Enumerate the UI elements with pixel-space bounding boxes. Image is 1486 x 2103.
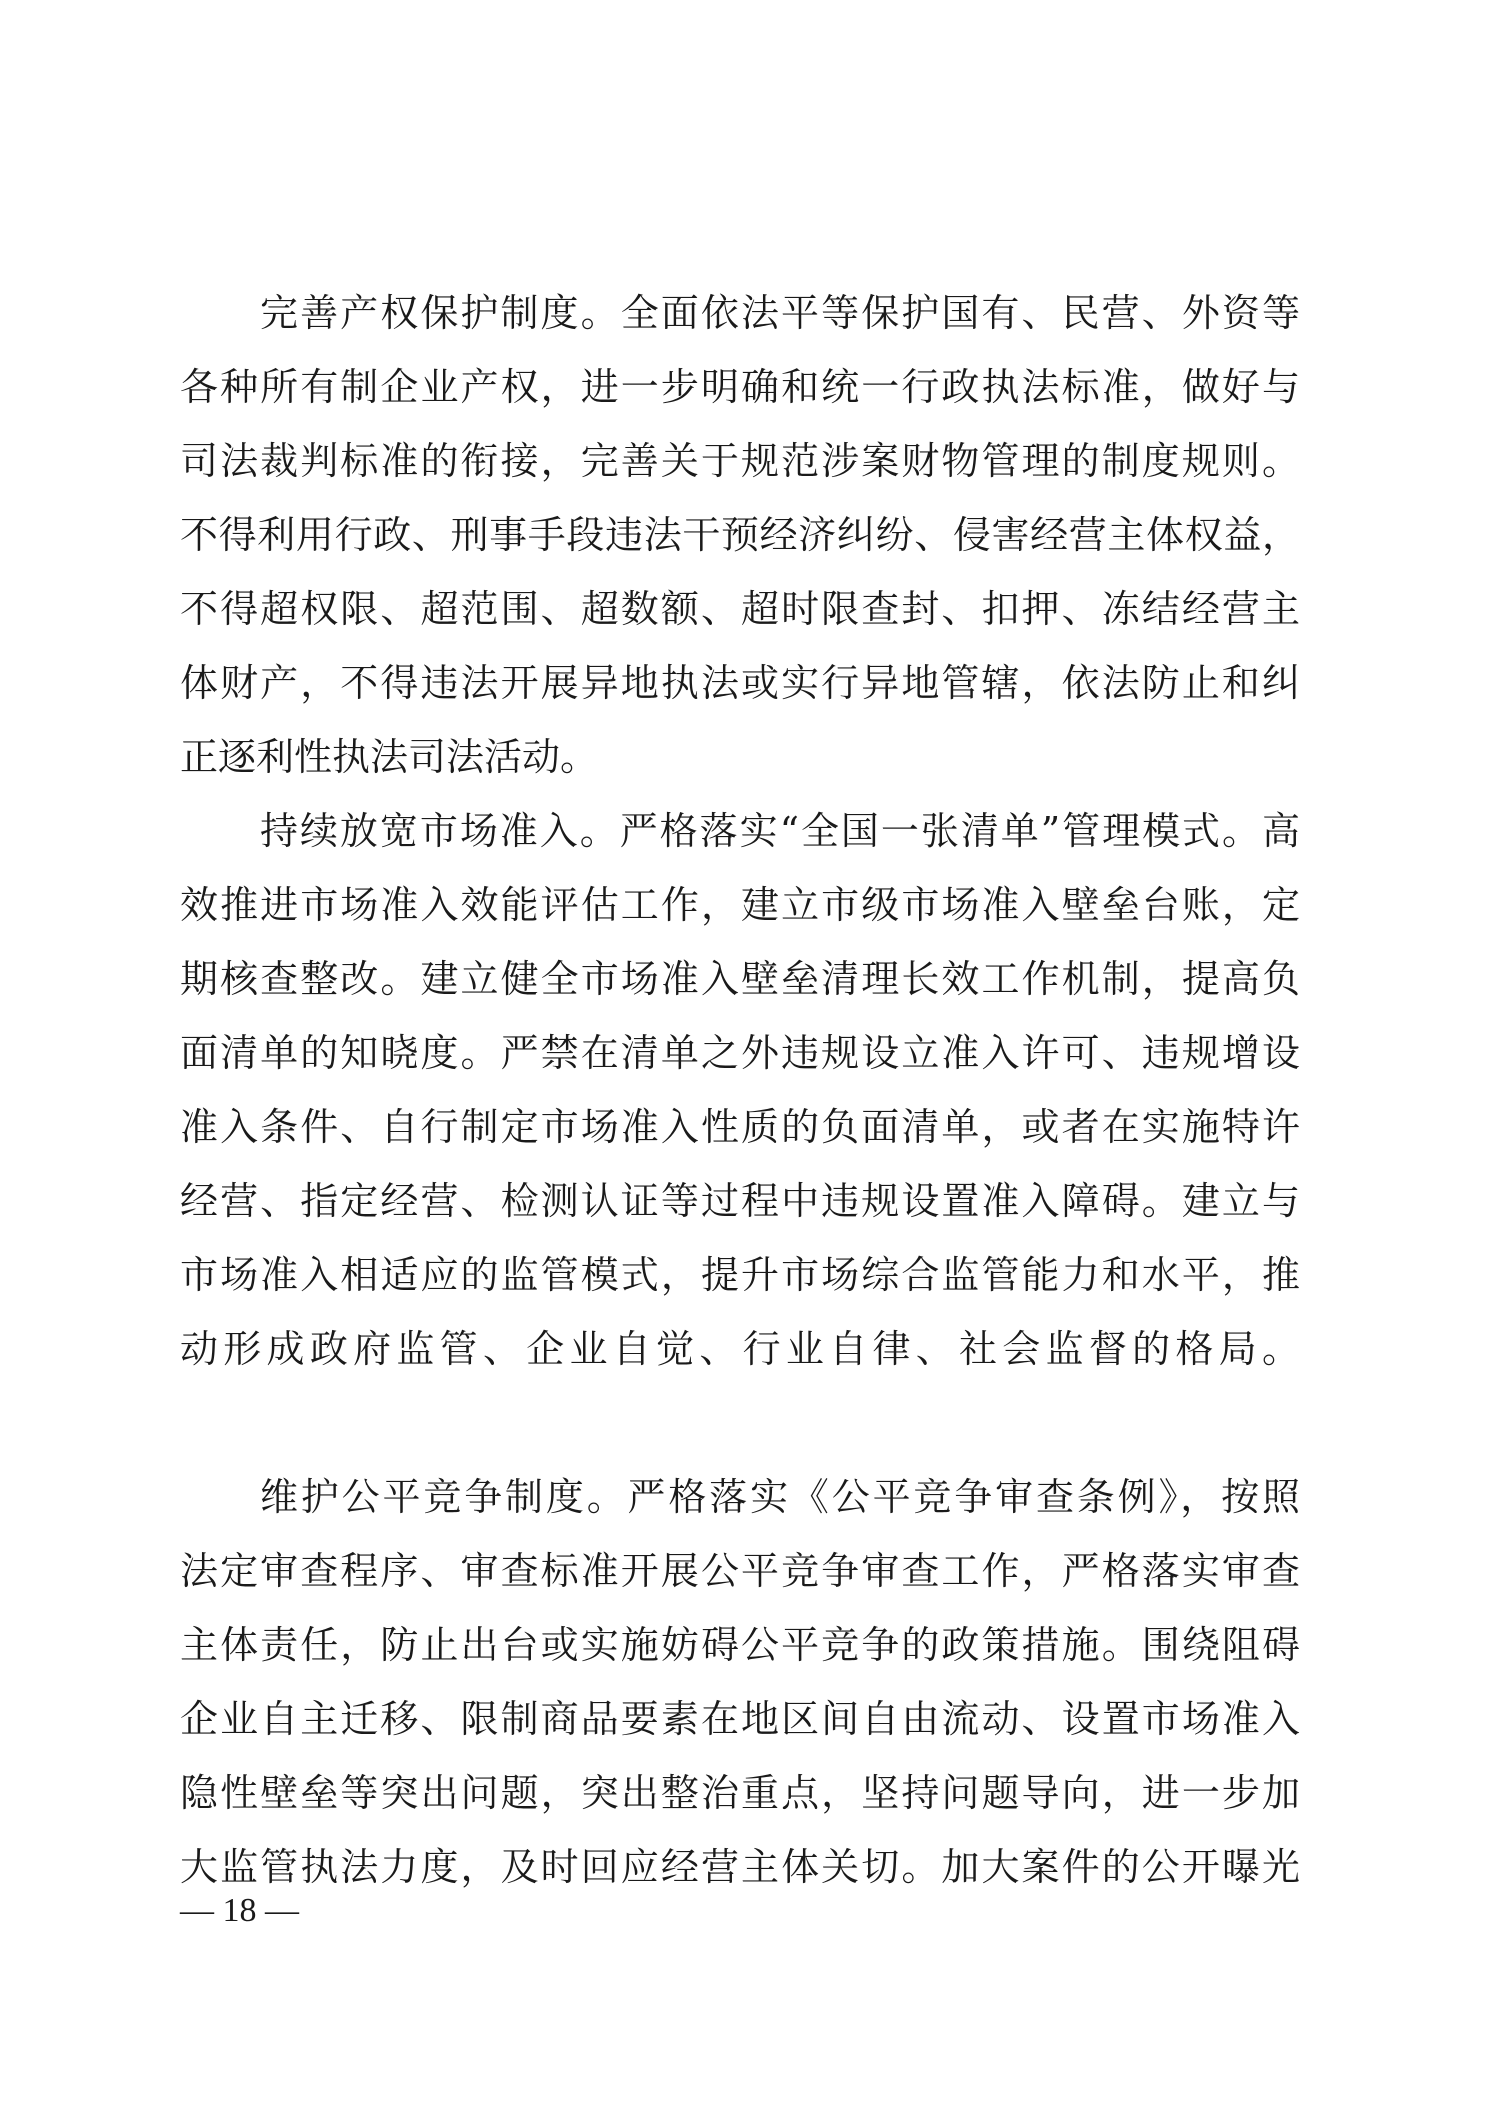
text-line: 期核查整改。建立健全市场准入壁垒清理长效工作机制，提高负 xyxy=(180,957,1300,1001)
text-line: 准入条件、自行制定市场准入性质的负面清单，或者在实施特许 xyxy=(180,1105,1300,1149)
text-line: 不得超权限、超范围、超数额、超时限查封、扣押、冻结经营主 xyxy=(180,587,1300,631)
document-body xyxy=(180,276,1300,1904)
text-line: 各种所有制企业产权，进一步明确和统一行政执法标准，做好与 xyxy=(180,365,1300,409)
paragraph-fair-competition xyxy=(180,1460,1300,1904)
text-line: 司法裁判标准的衔接，完善关于规范涉案财物管理的制度规则。 xyxy=(180,439,1300,483)
text-line: 面清单的知晓度。严禁在清单之外违规设立准入许可、违规增设 xyxy=(180,1031,1300,1075)
text-line: 隐性壁垒等突出问题，突出整治重点，坚持问题导向，进一步加 xyxy=(180,1771,1300,1815)
text-line: 市场准入相适应的监管模式，提升市场综合监管能力和水平，推 xyxy=(180,1253,1300,1297)
text-line: 主体责任，防止出台或实施妨碍公平竞争的政策措施。围绕阻碍 xyxy=(180,1623,1300,1667)
text-line: 正逐利性执法司法活动。 xyxy=(180,735,599,779)
text-line: 法定审查程序、审查标准开展公平竞争审查工作，严格落实审查 xyxy=(180,1549,1300,1593)
paragraph-property-rights xyxy=(180,276,1300,794)
text-line: 不得利用行政、刑事手段违法干预经济纠纷、侵害经营主体权益， xyxy=(180,513,1300,557)
text-line: 完善产权保护制度。全面依法平等保护国有、民营、外资等 xyxy=(260,291,1300,335)
text-line: 效推进市场准入效能评估工作，建立市级市场准入壁垒台账，定 xyxy=(180,883,1300,927)
text-line: 维护公平竞争制度。严格落实《公平竞争审查条例》，按照 xyxy=(260,1475,1300,1519)
text-line: 企业自主迁移、限制商品要素在地区间自由流动、设置市场准入 xyxy=(180,1697,1300,1741)
text-line xyxy=(180,1386,1300,1460)
text-line: 体财产，不得违法开展异地执法或实行异地管辖，依法防止和纠 xyxy=(180,661,1300,705)
page-number: — 18 — xyxy=(180,1892,299,1929)
text-line: 持续放宽市场准入。严格落实“全国一张清单”管理模式。高 xyxy=(260,809,1300,853)
paragraph-market-access xyxy=(180,794,1300,1460)
text-line: 动形成政府监管、企业自觉、行业自律、社会监督的格局。 xyxy=(180,1327,1300,1371)
text-line: 经营、指定经营、检测认证等过程中违规设置准入障碍。建立与 xyxy=(180,1179,1300,1223)
text-line: 大监管执法力度，及时回应经营主体关切。加大案件的公开曝光 xyxy=(180,1845,1300,1889)
